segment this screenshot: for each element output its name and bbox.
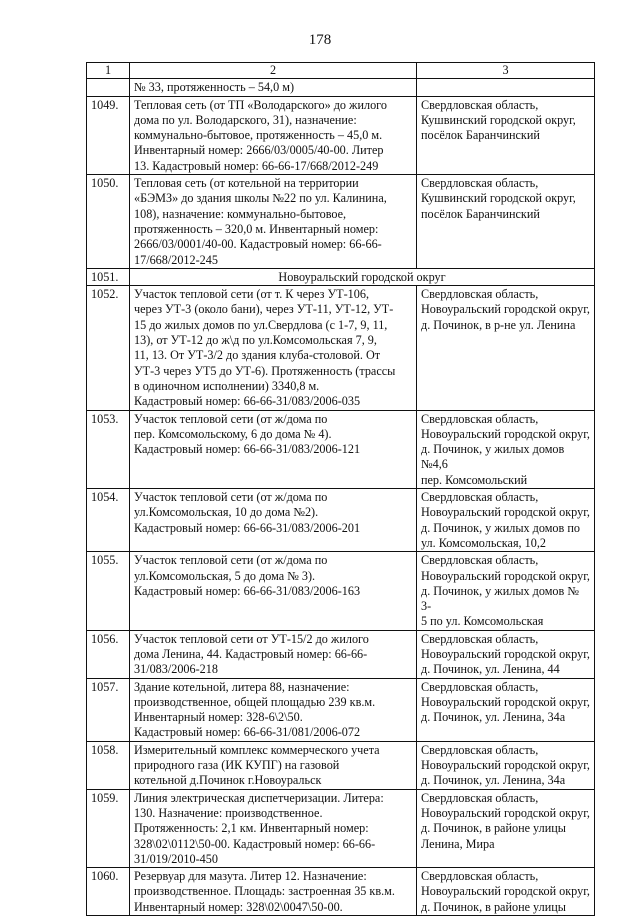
table-row <box>87 868 595 916</box>
property-description <box>130 410 417 488</box>
property-location <box>417 868 595 916</box>
property-location <box>417 79 595 96</box>
row-number: 1051. <box>87 268 130 285</box>
description-text: Участок тепловой сети (от ж/дома по пер. Комсомольскому, 6 до дома № 4). Кадастровый номер: 66-66-31/083/2006-121 <box>134 411 361 457</box>
location-text: Свердловская область, Новоуральский городской округ, д. Починок, в районе улицы Ленина, Мира <box>421 790 590 851</box>
table-row <box>87 741 595 789</box>
column-number-2: 2 <box>130 63 417 79</box>
description-text: Тепловая сеть (от ТП «Володарского» до жилого дома по ул. Володарского, 31), назначение: коммунально-бытовое, протяженность – 45,0 м. Инвентарный номер: 2666/03/0005/40-00. Литер 13. Кадастровый номер: 66-66-17/668/2012-249 <box>134 97 387 173</box>
property-location <box>417 175 595 269</box>
column-number-3: 3 <box>417 63 595 79</box>
row-number: 1055. <box>87 552 130 630</box>
section-row <box>87 268 595 285</box>
property-location <box>417 741 595 789</box>
row-number: 1053. <box>87 410 130 488</box>
property-description <box>130 286 417 410</box>
property-location <box>417 286 595 410</box>
location-text: Свердловская область, Кушвинский городской округ, посёлок Баранчинский <box>421 97 576 143</box>
row-number: 1052. <box>87 286 130 410</box>
row-number: 1050. <box>87 175 130 269</box>
property-description <box>130 630 417 678</box>
location-text: Свердловская область, Новоуральский городской округ, д. Починок, в р-не ул. Ленина <box>421 287 590 332</box>
description-text: Тепловая сеть (от котельной на территории «БЭМЗ» до здания школы №22 по ул. Калинина, 108), назначение: коммунально-бытовое, протяженность – 320,0 м. Инвентарный номер: 2666/03/0001/40-00. Кадастровый номер: 66-66- 17/668/2012-245 <box>134 176 387 267</box>
row-number: 1057. <box>87 678 130 741</box>
table-row <box>87 789 595 867</box>
property-location <box>417 410 595 488</box>
property-description <box>130 489 417 552</box>
table-row <box>87 79 595 96</box>
table-row <box>87 489 595 552</box>
table-row <box>87 630 595 678</box>
description-text: Участок тепловой сети от УТ-15/2 до жилого дома Ленина, 44. Кадастровый номер: 66-66- 31/083/2006-218 <box>134 631 369 677</box>
property-description <box>130 79 417 96</box>
row-number <box>87 79 130 96</box>
page-number: 178 <box>308 32 332 48</box>
location-text: Свердловская область, Новоуральский городской округ, д. Починок, у жилых домов №4,6 пер. Комсомольский <box>421 411 590 487</box>
location-text: Свердловская область, Новоуральский городской округ, д. Починок, ул. Ленина, 44 <box>421 631 590 677</box>
row-number: 1054. <box>87 489 130 552</box>
location-text: Свердловская область, Новоуральский городской округ, д. Починок, у жилых домов № 3- 5 по ул. Комсомольская <box>421 553 590 629</box>
description-text: Резервуар для мазута. Литер 12. Назначение: производственное. Площадь: застроенная 35 кв.м. Инвентарный номер: 328\02\0047\50-00. <box>134 869 395 914</box>
table-row <box>87 410 595 488</box>
table-row <box>87 286 595 410</box>
property-description <box>130 868 417 916</box>
location-text: Свердловская область, Новоуральский городской округ, д. Починок, ул. Ленина, 34а <box>421 679 590 725</box>
row-number: 1059. <box>87 789 130 867</box>
description-text: Здание котельной, литера 88, назначение: производственное, общей площадью 239 кв.м. Инвентарный номер: 328-6\2\50. Кадастровый номер: 66-66-31/081/2006-072 <box>134 679 376 740</box>
location-text: Свердловская область, Новоуральский городской округ, д. Починок, ул. Ленина, 34а <box>421 742 590 788</box>
property-location <box>417 630 595 678</box>
property-location <box>417 489 595 552</box>
row-number: 1056. <box>87 630 130 678</box>
description-text: № 33, протяженность – 54,0 м) <box>134 80 295 95</box>
row-number: 1058. <box>87 741 130 789</box>
description-text: Измерительный комплекс коммерческого учета природного газа (ИК КУПГ) на газовой котельной д.Починок г.Новоуральск <box>134 742 380 788</box>
property-location <box>417 96 595 174</box>
column-number-1: 1 <box>87 63 130 79</box>
property-location <box>417 552 595 630</box>
description-text: Участок тепловой сети (от ж/дома по ул.Комсомольская, 5 до дома № 3). Кадастровый номер: 66-66-31/083/2006-163 <box>134 553 361 598</box>
table-row <box>87 175 595 269</box>
property-description <box>130 741 417 789</box>
table-row <box>87 552 595 630</box>
table-row <box>87 96 595 174</box>
property-location <box>417 789 595 867</box>
description-text: Линия электрическая диспетчеризации. Литера: 130. Назначение: производственное. Протяженность: 2,1 км. Инвентарный номер: 328\02\0112\50-00. Кадастровый номер: 66-66- 31/019/2010-450 <box>134 790 384 866</box>
description-text: Участок тепловой сети (от т. К через УТ-106, через УТ-3 (около бани), через УТ-11, УТ-12, УТ- 15 до жилых домов по ул.Свердлова (с 1-7, 9, 11, 13), от УТ-12 до ж\д по ул.Комсомольская 7, 9, 11, 13. От УТ-3/2 до здания клуба-столовой. От УТ-3 через УТ5 до УТ-6). Протяженность (трассы в одиночном исполнении) 3340,8 м. Кадастровый номер: 66-66-31/083/2006-035 <box>134 287 396 409</box>
property-description <box>130 175 417 269</box>
description-text: Участок тепловой сети (от ж/дома по ул.Комсомольская, 10 до дома №2). Кадастровый номер: 66-66-31/083/2006-201 <box>134 490 361 535</box>
property-description <box>130 789 417 867</box>
property-registry-table <box>86 62 595 916</box>
row-number: 1049. <box>87 96 130 174</box>
table-header-row <box>87 63 595 79</box>
property-location <box>417 678 595 741</box>
section-title: Новоуральский городской округ <box>130 268 595 285</box>
location-text: Свердловская область, Кушвинский городской округ, посёлок Баранчинский <box>421 176 576 221</box>
table-row <box>87 678 595 741</box>
location-text: Свердловская область, Новоуральский городской округ, д. Починок, у жилых домов по ул. Комсомольская, 10,2 <box>421 490 590 550</box>
property-description <box>130 552 417 630</box>
location-text: Свердловская область, Новоуральский городской округ, д. Починок, в районе улицы <box>421 869 590 914</box>
property-description <box>130 96 417 174</box>
property-description <box>130 678 417 741</box>
row-number: 1060. <box>87 868 130 916</box>
